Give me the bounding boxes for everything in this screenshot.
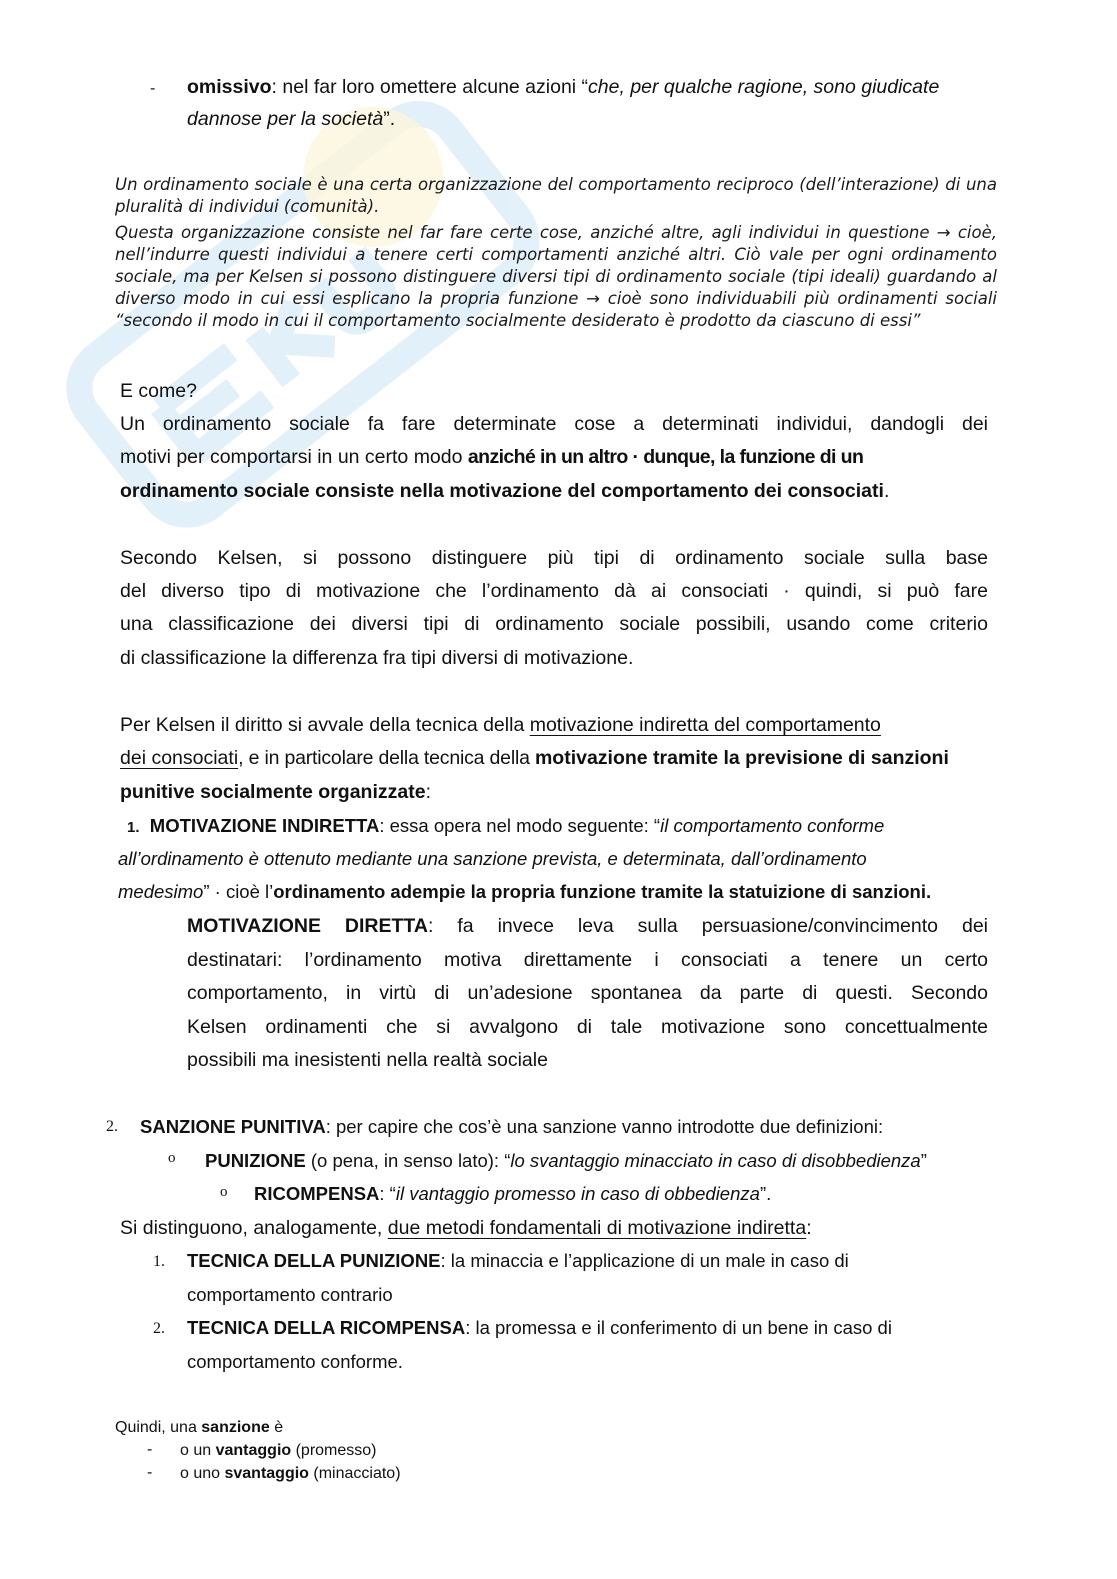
quindi-intro-plain: Quindi, una — [115, 1419, 202, 1436]
metodi-item-1-num: 1. — [153, 1253, 165, 1270]
quindi-intro-bold: sanzione — [201, 1419, 270, 1436]
metodi-intro-underline: due metodi fondamentali di motivazione indiretta — [387, 1217, 807, 1239]
kelsen-line1: Secondo Kelsen, si possono distinguere più tipi di ordinamento sociale sulla base — [120, 547, 988, 569]
kelsen-line4: di classificazione la differenza fra tipi diversi di motivazione. — [120, 647, 634, 669]
per-kelsen-line1-underline: motivazione indiretta del comportamento — [529, 714, 881, 736]
omissivo-quote2: dannose per la società — [187, 108, 384, 130]
kelsen-line2: del diverso tipo di motivazione che l’ordinamento dà ai consociati · quindi, si può fare — [120, 580, 988, 602]
per-kelsen-line3-bold: punitive socialmente organizzate — [120, 781, 426, 803]
intro-p1: Un ordinamento sociale è una certa organizzazione del comportamento reciproco (dell’interazione) di una pluralità di individui (comunità). — [115, 175, 997, 216]
e-come-line3-end: . — [883, 480, 890, 502]
omissivo-term: omissivo — [187, 76, 272, 98]
sanzione-line — [140, 1110, 883, 1143]
quindi-intro — [115, 1416, 283, 1439]
punizione-end: ” — [920, 1150, 927, 1171]
quindi-dash-1: - — [147, 1441, 153, 1458]
omissivo-line1 — [187, 70, 939, 104]
quindi-item-2 — [180, 1462, 401, 1485]
punizione-title: PUNIZIONE — [205, 1150, 306, 1171]
quindi-item-1-c: (promesso) — [291, 1442, 377, 1459]
ricompensa-title: RICOMPENSA — [254, 1183, 380, 1204]
metodi-item-1-title: TECNICA DELLA PUNIZIONE — [187, 1250, 441, 1271]
e-come-line2 — [120, 440, 988, 474]
per-kelsen-line3 — [120, 775, 431, 809]
punizione-line — [205, 1144, 927, 1177]
omissivo-end: ”. — [383, 108, 396, 130]
metodi-item-1 — [187, 1244, 849, 1277]
mot-indiretta-quote2: all’ordinamento è ottenuto mediante una sanzione prevista, e determinata, dall’ordinamento — [118, 848, 867, 869]
intro-block — [115, 174, 997, 332]
metodi-item-1-line2: comportamento contrario — [187, 1284, 393, 1305]
metodi-item-2-line1: : la promessa e il conferimento di un bene in caso di — [465, 1317, 892, 1338]
mot-indiretta-quote1: il comportamento conforme — [660, 815, 885, 836]
mot-diretta-text1: : fa invece leva sulla persuasione/convincimento dei — [427, 915, 988, 937]
per-kelsen-line1-plain: Per Kelsen il diritto si avvale della tecnica della — [120, 714, 530, 736]
per-kelsen-line2-underline: dei consociati — [120, 747, 239, 769]
mot-indiretta-after: ” · cioè l’ — [203, 881, 274, 902]
intro-p2: Questa organizzazione consiste nel far fare certe cose, anziché altre, agli individui in questione → cioè, nell’indurre questi individui a tenere certi comportamenti anziché altri. Ciò vale per ogni ordinamento sociale, ma per Kelsen si possono distinguere diversi tipi di ordinamento sociale (tipi ideali) guardando al diverso modo in cui essi esplicano la propria funzione → cioè sono individuabili più ordinamenti sociali “secondo il modo in cui il comportamento socialmente desiderato è prodotto da ciascuno di essi” — [115, 223, 997, 330]
per-kelsen-line2 — [120, 741, 949, 775]
mot-indiretta-line1 — [127, 809, 884, 844]
sanzione-text: : per capire che cos’è una sanzione vanno introdotte due definizioni: — [325, 1116, 884, 1137]
quindi-item-2-b: svantaggio — [224, 1465, 309, 1482]
dash-marker: - — [150, 80, 156, 97]
quindi-item-1 — [180, 1439, 377, 1462]
per-kelsen-line2-bold: motivazione tramite la previsione di sanzioni — [534, 747, 949, 769]
metodi-intro — [120, 1211, 812, 1245]
metodi-item-2 — [187, 1311, 892, 1344]
e-come-line3-bold: ordinamento sociale consiste nella motivazione del comportamento dei consociati — [120, 480, 884, 502]
ricompensa-text: : “ — [379, 1183, 396, 1204]
mot-indiretta-text: : essa opera nel modo seguente: “ — [379, 815, 661, 836]
mot-diretta-line5: possibili ma inesistenti nella realtà sociale — [187, 1049, 548, 1071]
metodi-intro-end: : — [806, 1217, 812, 1239]
metodi-item-2-title: TECNICA DELLA RICOMPENSA — [187, 1317, 466, 1338]
e-come-line3 — [120, 474, 889, 508]
per-kelsen-line1 — [120, 708, 990, 742]
mot-indiretta-bold-end: ordinamento adempie la propria funzione tramite la statuizione di sanzioni. — [273, 881, 932, 902]
sanzione-num: 2. — [106, 1118, 118, 1135]
punizione-text: (o pena, in senso lato): “ — [305, 1150, 511, 1171]
mot-indiretta-num: 1. — [127, 819, 140, 836]
metodi-item-2-num: 2. — [153, 1320, 165, 1337]
per-kelsen-line2-plain: , e in particolare della tecnica della — [238, 747, 535, 769]
quindi-item-2-a: o uno — [180, 1465, 225, 1482]
metodi-intro-plain: Si distinguono, analogamente, — [120, 1217, 388, 1239]
ricompensa-quote: il vantaggio promesso in caso di obbedienza — [395, 1183, 760, 1204]
ricompensa-end: ”. — [759, 1183, 772, 1204]
quindi-item-2-c: (minacciato) — [308, 1465, 401, 1482]
punizione-bullet: o — [168, 1150, 176, 1166]
quindi-dash-2: - — [147, 1464, 153, 1481]
omissivo-quote1: che, per qualche ragione, sono giudicate — [588, 76, 940, 98]
kelsen-line3: una classificazione dei diversi tipi di ordinamento sociale possibili, usando come criterio — [120, 613, 988, 635]
mot-diretta-title: MOTIVAZIONE DIRETTA — [187, 915, 428, 937]
ricompensa-line — [254, 1177, 771, 1210]
quindi-intro-end: è — [269, 1419, 284, 1436]
omissivo-line2 — [187, 102, 395, 136]
e-come-line2-plain: motivi per comportarsi in un certo modo — [120, 446, 468, 468]
mot-diretta-line3: comportamento, in virtù di un’adesione spontanea da parte di questi. Secondo — [187, 982, 988, 1004]
mot-indiretta-title: MOTIVAZIONE INDIRETTA — [149, 815, 380, 836]
sanzione-title: SANZIONE PUNITIVA — [140, 1116, 326, 1137]
per-kelsen-line3-end: : — [425, 781, 431, 803]
quindi-item-1-a: o un — [180, 1442, 216, 1459]
mot-diretta-line2: destinatari: l’ordinamento motiva direttamente i consociati a tenere un certo — [187, 949, 988, 971]
punizione-quote: lo svantaggio minacciato in caso di disobbedienza — [510, 1150, 921, 1171]
e-come-line1: Un ordinamento sociale fa fare determinate cose a determinati individui, dandogli dei — [120, 413, 988, 435]
metodi-item-2-line2: comportamento conforme. — [187, 1351, 403, 1372]
mot-diretta-line4: Kelsen ordinamenti che si avvalgono di tale motivazione sono concettualmente — [187, 1016, 988, 1038]
quindi-item-1-b: vantaggio — [215, 1442, 292, 1459]
mot-indiretta-line3 — [118, 875, 931, 908]
mot-diretta-line1 — [187, 909, 988, 943]
metodi-item-1-line1: : la minaccia e l’applicazione di un male in caso di — [440, 1250, 849, 1271]
e-come-question: E come? — [120, 380, 197, 402]
ricompensa-bullet: o — [220, 1184, 228, 1200]
omissivo-text: : nel far loro omettere alcune azioni “ — [271, 76, 589, 98]
e-come-line2-bold: anziché in un altro · dunque, la funzione di un — [467, 446, 864, 468]
mot-indiretta-quote3: medesimo — [118, 881, 204, 902]
